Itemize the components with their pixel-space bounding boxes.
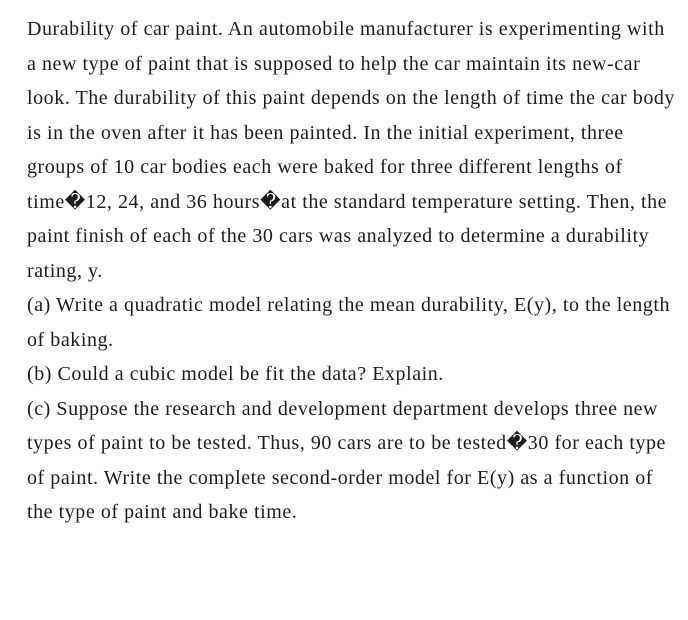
problem-intro: Durability of car paint. An automobile manufacturer is experimenting with a new type of paint that is supposed to help the car maintain its new-car look. The durability of this paint depends on the length of time the car body is in the oven after it has been painted. In the initial experiment, three groups of 10 car bodies each were baked for three different lengths of time�12, 24, and 36 hours�at the standard temperature setting. Then, the paint finish of each of the 30 cars was analyzed to determine a durability rating, y.	[27, 18, 675, 282]
part-a: (a) Write a quadratic model relating the mean durability, E(y), to the length of baking.	[27, 294, 670, 351]
part-c: (c) Suppose the research and development department develops three new types of paint to be tested. Thus, 90 cars are to be tested�30 for each type of paint. Write the complete second-order model for E(y) as a function of the type of paint and bake time.	[27, 397, 666, 523]
problem-text	[27, 12, 679, 530]
part-b: (b) Could a cubic model be fit the data? Explain.	[27, 363, 444, 385]
